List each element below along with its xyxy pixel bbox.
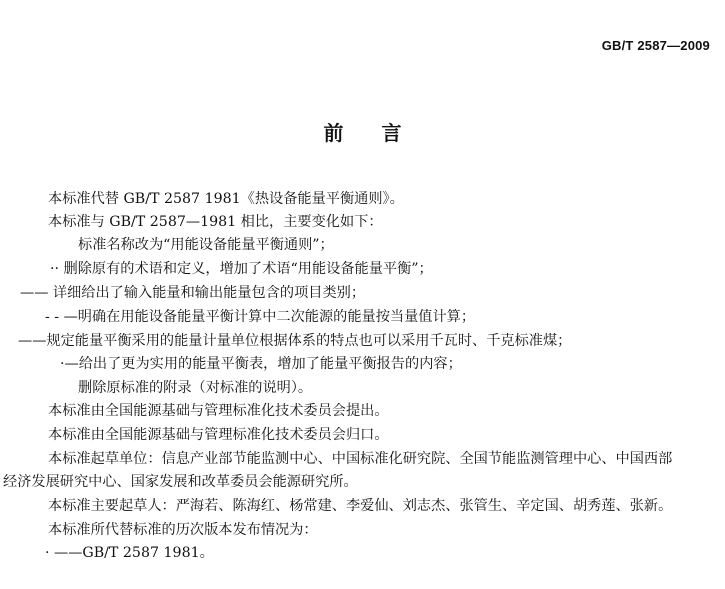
- list-item: · ——GB/T 2587 1981。: [45, 545, 214, 561]
- list-item: 标准名称改为“用能设备能量平衡通则”；: [78, 237, 334, 253]
- list-item: ——规定能量平衡采用的能量计量单位根据体系的特点也可以采用千瓦时、千克标准煤；: [18, 333, 572, 349]
- paragraph-line: 本标准起草单位：信息产业部节能监测中心、中国标准化研究院、全国节能监测管理中心、中国西部: [48, 451, 673, 467]
- list-item: —— 详细给出了输入能量和输出能量包含的项目类别；: [20, 285, 366, 301]
- list-item: ·· 删除原有的术语和定义，增加了术语“用能设备能量平衡”；: [50, 261, 433, 277]
- paragraph-line: 本标准由全国能源基础与管理标准化技术委员会提出。: [48, 403, 389, 419]
- list-item: 删除原标准的附录（对标准的说明）。: [78, 380, 313, 396]
- list-item: ·—给出了更为实用的能量平衡表，增加了能量平衡报告的内容；: [60, 356, 462, 372]
- list-item: - - —明确在用能设备能量平衡计算中二次能源的能量按当量值计算；: [45, 309, 476, 325]
- paragraph-line: 本标准所代替标准的历次版本发布情况为：: [48, 522, 318, 538]
- paragraph-line: 本标准主要起草人：严海若、陈海红、杨常建、李爱仙、刘志杰、张管生、辛定国、胡秀莲、张新。: [48, 498, 673, 514]
- paragraph-line: 本标准与 GB/T 2587—1981 相比，主要变化如下：: [48, 214, 383, 230]
- paragraph-line: 经济发展研究中心、国家发展和改革委员会能源研究所。: [3, 474, 358, 490]
- paragraph-line: 本标准由全国能源基础与管理标准化技术委员会归口。: [48, 427, 389, 443]
- paragraph-line: 本标准代替 GB/T 2587 1981《热设备能量平衡通则》。: [48, 191, 404, 207]
- page-title: 前言: [323, 121, 440, 145]
- standard-number: GB/T 2587—2009: [601, 38, 710, 53]
